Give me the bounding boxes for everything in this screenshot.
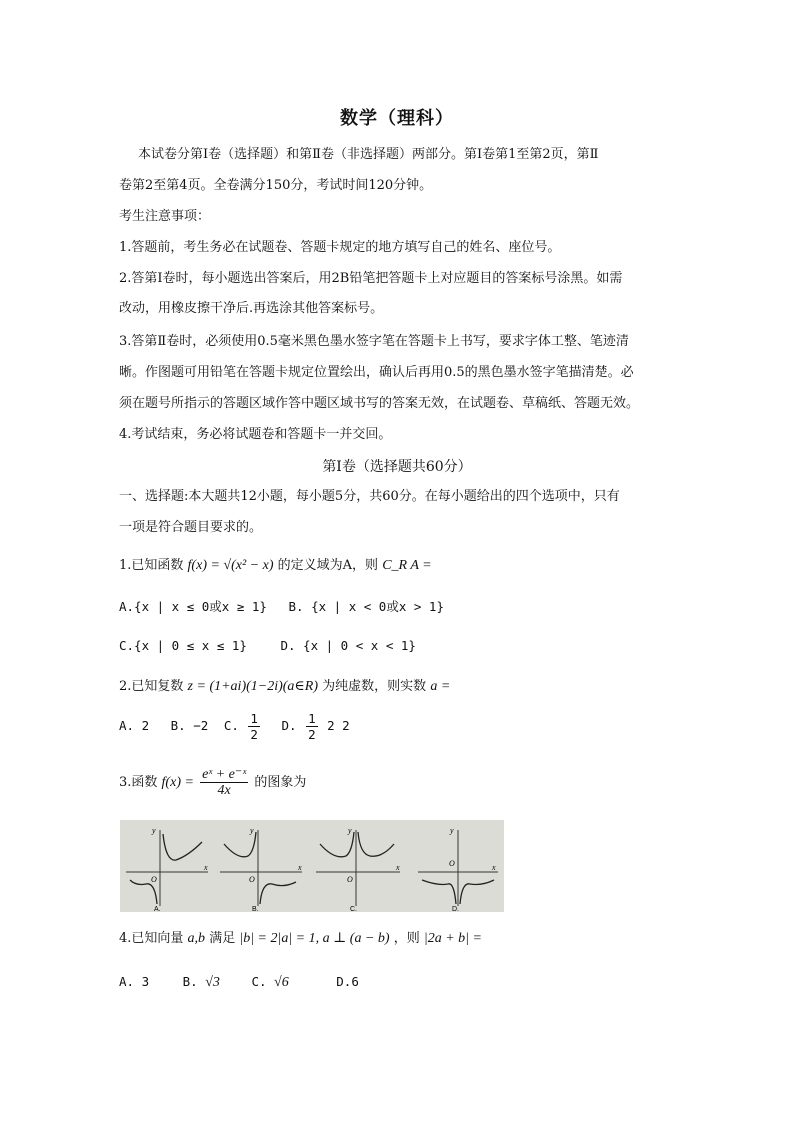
q2-option-d-fraction: $\frac{1}{2}$ — [308, 711, 316, 742]
q3-graph-a — [126, 826, 208, 912]
graph-a-x: x — [204, 863, 208, 872]
q4-then: ，则 — [393, 931, 420, 946]
graph-c-x: x — [396, 863, 400, 872]
q2-options — [119, 711, 704, 742]
q4-prefix: 4.已知向量 — [119, 931, 184, 946]
question-3 — [119, 767, 704, 798]
q2-expression: z = (1+ai)(1−2i)(a∈R) — [187, 679, 319, 694]
q2-option-a: A. 2 — [119, 718, 150, 733]
graph-c-y: y — [348, 826, 352, 835]
q1-option-b: B. {x | x < 0或x > 1} — [288, 599, 444, 614]
q4-condition: |b| = 2|a| = 1, a ⊥ (a − b) — [239, 931, 390, 946]
question-2 — [119, 678, 704, 696]
q3-suffix: 的图象为 — [254, 775, 307, 790]
q4-target: |2a + b| = — [423, 931, 482, 946]
q4-mid: 满足 — [209, 931, 236, 946]
q2-option-c-label: C. — [223, 718, 239, 733]
q1-option-a: A.{x | x ≤ 0或x ≥ 1} — [119, 599, 267, 614]
q2-tail: a = — [430, 679, 451, 694]
notice-item-3b: 晰。作图题可用铅笔在答题卡规定位置绘出，确认后再用0.5的黑色墨水签字笔描清楚。必 — [119, 365, 634, 380]
q3-graph-d — [418, 826, 498, 912]
q3-graph-options — [120, 820, 504, 912]
part1-line-2: 一项是符合题目要求的。 — [119, 520, 263, 535]
q2-option-d-tail: 2 2 — [327, 718, 350, 733]
graph-b-x: x — [298, 863, 302, 872]
notice-item-3a: 3.答第Ⅱ卷时，必须使用0.5毫米黑色墨水签字笔在答题卡上书写，要求字体工整、笔迹清 — [119, 334, 629, 349]
q2-suffix: 为纯虚数，则实数 — [322, 679, 427, 694]
q1-option-c: C.{x | 0 ≤ x ≤ 1} — [119, 638, 247, 653]
q3-function-lhs: f(x) = — [161, 775, 194, 790]
graph-a-y: y — [152, 826, 156, 835]
graph-a-origin: O — [151, 875, 157, 884]
q3-graphs-svg — [120, 820, 504, 912]
q1-set: C_R A = — [382, 558, 432, 573]
q3-graph-c — [316, 826, 400, 912]
exam-title: 数学（理科） — [340, 108, 454, 129]
section-title: 第Ⅰ卷（选择题共60分） — [322, 459, 472, 475]
q4-option-b: √3 — [205, 975, 220, 990]
intro-line-1: 本试卷分第Ⅰ卷（选择题）和第Ⅱ卷（非选择题）两部分。第Ⅰ卷第1至第2页，第Ⅱ — [138, 147, 599, 162]
q1-prefix: 1.已知函数 — [119, 558, 184, 573]
notice-item-4: 4.考试结束，务必将试题卷和答题卡一并交回。 — [119, 427, 392, 442]
q1-mid: 的定义域为A，则 — [277, 558, 379, 573]
notice-item-1: 1.答题前，考生务必在试题卷、答题卡规定的地方填写自己的姓名、座位号。 — [119, 240, 561, 255]
graph-c-label: C. — [350, 906, 357, 912]
graph-b-y: y — [250, 826, 254, 835]
q3-prefix: 3.函数 — [119, 775, 158, 790]
notice-item-2b: 改动，用橡皮擦干净后.再选涂其他答案标号。 — [119, 301, 384, 316]
q1-options-row-1 — [119, 598, 704, 616]
q4-option-d: D.6 — [336, 974, 359, 989]
q4-option-a: A. 3 — [119, 974, 150, 989]
notice-item-3c: 须在题号所指示的答题区域作答中题区域书写的答案无效，在试题卷、草稿纸、答题无效。 — [119, 396, 640, 411]
q4-vars: a,b — [187, 931, 206, 946]
graph-a-label: A. — [154, 906, 161, 912]
graph-d-label: D. — [452, 906, 459, 912]
q2-option-c-fraction: $\frac{1}{2}$ — [250, 711, 258, 742]
graph-d-x: x — [492, 863, 496, 872]
q4-option-c-label: C. — [251, 974, 267, 989]
notice-heading: 考生注意事项： — [119, 209, 211, 224]
q2-option-d-label: D. — [281, 718, 297, 733]
q3-function-fraction: $\frac{\text{eˣ + e⁻ˣ}}{4x}$ — [202, 767, 247, 798]
q4-option-b-label: B. — [182, 974, 198, 989]
q1-options-row-2 — [119, 637, 704, 655]
graph-b-origin: O — [249, 875, 255, 884]
notice-item-2a: 2.答第Ⅰ卷时，每小题选出答案后，用2B铅笔把答题卡上对应题目的答案标号涂黑。如需 — [119, 271, 623, 286]
question-1 — [119, 557, 704, 575]
intro-line-2: 卷第2至第4页。全卷满分150分，考试时间120分钟。 — [119, 178, 433, 193]
graph-d-y: y — [450, 826, 454, 835]
q4-options — [119, 973, 704, 992]
q4-option-c: √6 — [274, 975, 289, 990]
q1-option-d: D. {x | 0 < x < 1} — [280, 638, 416, 653]
q1-function: f(x) = √(x² − x) — [187, 558, 274, 573]
q3-graph-b — [220, 826, 302, 912]
graph-c-origin: O — [347, 875, 353, 884]
graph-d-origin: O — [449, 859, 455, 868]
question-4 — [119, 930, 704, 948]
q2-prefix: 2.已知复数 — [119, 679, 184, 694]
part1-line-1: 一、选择题:本大题共12小题，每小题5分，共60分。在每小题给出的四个选项中，只有 — [119, 489, 620, 504]
graph-b-label: B. — [252, 906, 259, 912]
q2-option-b: B. −2 — [170, 718, 209, 733]
